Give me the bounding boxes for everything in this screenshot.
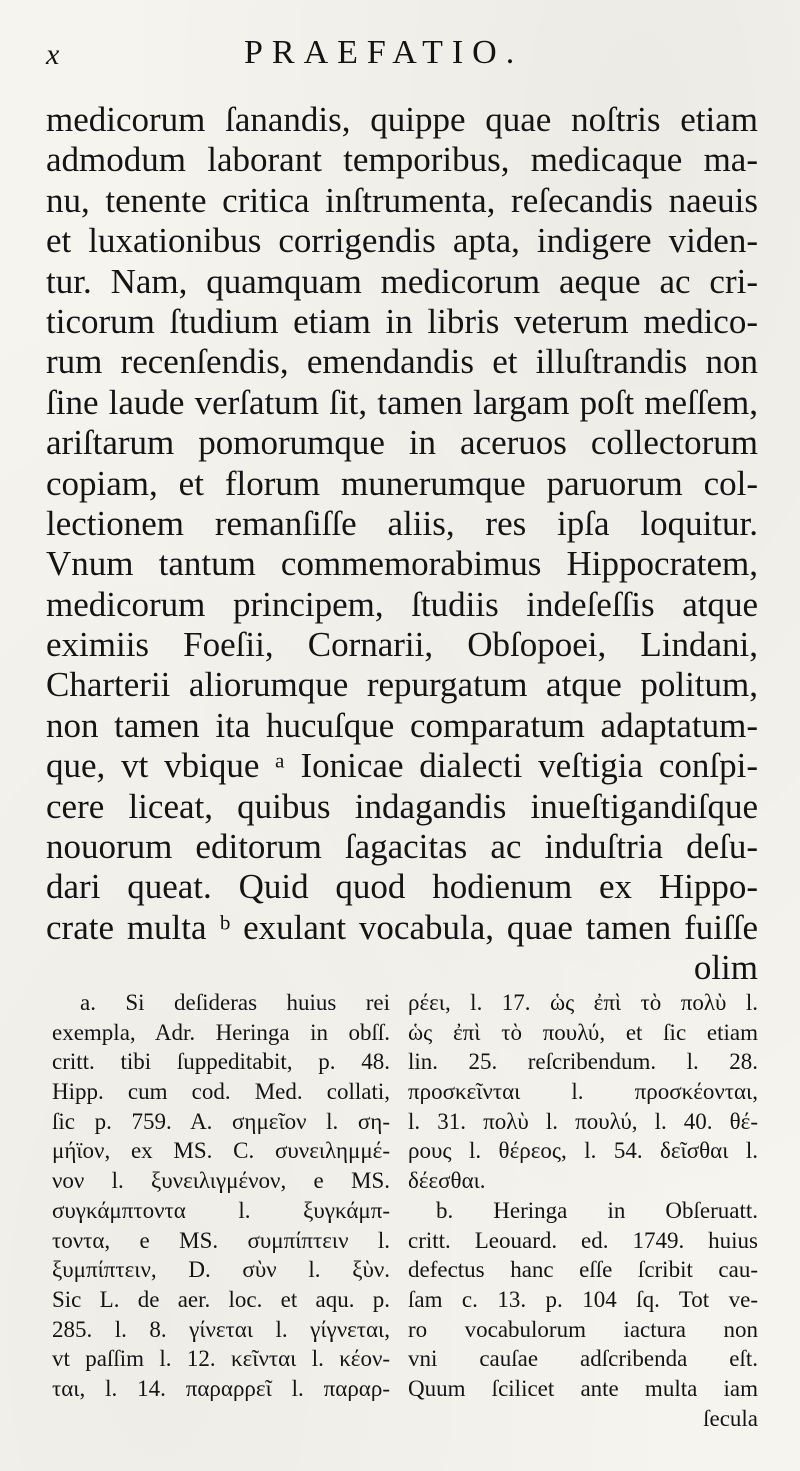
- text-line: tur. Nam, quamquam medicorum aeque ac cri-: [46, 261, 758, 301]
- footnote-line: Hipp. cum cod. Med. collati,: [52, 1079, 390, 1105]
- footnote-line: ται, l. 14. παραρρεῖ l. παραρ-: [52, 1375, 390, 1401]
- page-header: [0, 28, 800, 78]
- footnote-line: ρους l. θέρεος, l. 54. δεῖσθαι l.: [408, 1138, 758, 1164]
- text-line: rum recenſendis, emendandis et illuſtrandis non: [46, 342, 758, 382]
- text-line: nouorum editorum ſagacitas ac induſtria deſu-: [46, 827, 758, 867]
- footnote-line: vni cauſae adſcribenda eſt.: [408, 1346, 758, 1372]
- footnote-line: critt. tibi ſuppeditabit, p. 48.: [52, 1049, 390, 1075]
- footnote-line: 285. l. 8. γίνεται l. γίγνεται,: [52, 1316, 390, 1342]
- catchword: olim: [693, 948, 758, 988]
- footnote-line: ὡς ἐπὶ τὸ πουλύ, et ſic etiam: [408, 1019, 758, 1045]
- footnote-line: ρέει, l. 17. ὡς ἐπὶ τὸ πολὺ l.: [408, 990, 758, 1015]
- footnote-line: ro vocabulorum iactura non: [408, 1316, 758, 1342]
- footnote-line: συγκάμπτοντα l. ξυγκάμπ-: [52, 1197, 390, 1223]
- footnote-line: l. 31. πολὺ l. πουλύ, l. 40. θέ-: [408, 1108, 758, 1134]
- footnote-line: μήϊον, ex MS. C. συνειλημμέ-: [52, 1138, 390, 1164]
- text-line: eximiis Foeſii, Cornarii, Obſopoei, Lindani,: [46, 625, 758, 665]
- text-line: medicorum ſanandis, quippe quae noſtris etiam: [46, 100, 758, 139]
- footnote-line: defectus hanc eſſe ſcribit cau-: [408, 1257, 758, 1283]
- footnote-line: Quum ſcilicet ante multa iam: [408, 1375, 758, 1401]
- text-line: que, vt vbique ᵃ Ionicae dialecti veſtigia conſpi-: [46, 746, 758, 786]
- text-line: Vnum tantum commemorabimus Hippocratem,: [46, 544, 758, 584]
- footnote-catchword: ſecula: [703, 1405, 758, 1431]
- footnote-line: exempla, Adr. Heringa in obſſ.: [52, 1019, 390, 1045]
- text-line: dari queat. Quid quod hodienum ex Hippo-: [46, 867, 758, 907]
- text-line: lectionem remanſiſſe aliis, res ipſa loquitur.: [46, 503, 758, 543]
- footnote-line: ξυμπίπτειν, D. σὺν l. ξὺν.: [52, 1257, 390, 1283]
- footnote-line: δέεσθαι.: [408, 1168, 486, 1194]
- footnote-line: b. Heringa in Obſeruatt.: [436, 1197, 758, 1223]
- text-line: Charterii aliorumque repurgatum atque politum,: [46, 665, 758, 705]
- text-line: crate multa ᵇ exulant vocabula, quae tamen fuiſſe: [46, 907, 758, 947]
- footnote-line: lin. 25. reſcribendum. l. 28.: [408, 1049, 758, 1075]
- footnote-line: Sic L. de aer. loc. et aqu. p.: [52, 1286, 390, 1312]
- footnote-line: τοντα, e MS. συμπίπτειν l.: [52, 1227, 390, 1253]
- text-line: copiam, et florum munerumque paruorum col-: [46, 463, 758, 503]
- text-line: nu, tenente critica inſtrumenta, reſecandis naeuis: [46, 180, 758, 220]
- footnote-column-left: [52, 988, 390, 1404]
- footnote-column-right: [408, 988, 758, 1433]
- text-line: admodum laborant temporibus, medicaque ma-: [46, 140, 758, 180]
- running-head: PRAEFATIO.: [244, 34, 524, 71]
- footnote-line: νον l. ξυνειλιγμένον, e MS.: [52, 1168, 390, 1194]
- footnote-line: ſam c. 13. p. 104 ſq. Tot ve-: [408, 1286, 758, 1312]
- footnote-line: ſic p. 759. A. σημεῖον l. ση-: [52, 1108, 390, 1134]
- text-line: non tamen ita hucuſque comparatum adaptatum-: [46, 705, 758, 745]
- text-line: medicorum principem, ſtudiis indeſeſſis atque: [46, 584, 758, 624]
- text-line: cere liceat, quibus indagandis inueſtigandiſque: [46, 786, 758, 826]
- text-line: ticorum ſtudium etiam in libris veterum medico-: [46, 301, 758, 341]
- text-line: et luxationibus corrigendis apta, indigere viden-: [46, 221, 758, 261]
- main-text: [46, 100, 758, 989]
- text-line: ſine laude verſatum ſit, tamen largam poſt meſſem,: [46, 382, 758, 422]
- footnote-line: προσκεῖνται l. προσκέονται,: [408, 1079, 758, 1105]
- footnote-line: a. Si deſideras huius rei: [80, 990, 390, 1015]
- page-number: x: [46, 38, 60, 71]
- text-line: ariſtarum pomorumque in aceruos collectorum: [46, 423, 758, 463]
- footnotes: [46, 988, 758, 1448]
- footnote-line: vt paſſim l. 12. κεῖνται l. κέον-: [52, 1346, 390, 1372]
- footnote-line: critt. Leouard. ed. 1749. huius: [408, 1227, 758, 1253]
